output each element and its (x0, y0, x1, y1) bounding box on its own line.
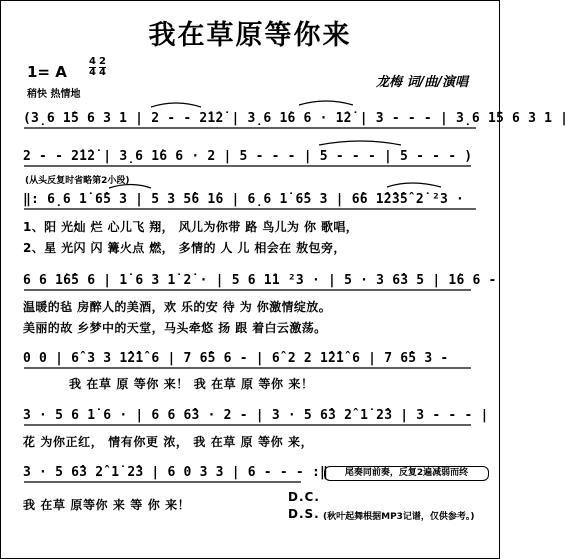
lyric-verse-1b: 温暖的毡 房醉人的美酒，欢 乐的安 待 为 你激情绽放。 (23, 300, 332, 314)
lyric-chorus-3: 我 在草 原等你 来 等 你 来！ (23, 498, 191, 512)
tempo-marking: 稍快 热情地 (27, 89, 81, 100)
slur-4 (387, 183, 441, 187)
lyric-verse-1a: 1、阳 光灿 烂 心儿飞 翔， 风儿为你带 路 鸟儿为 你 歌唱， (23, 220, 359, 234)
slur-1 (151, 103, 201, 107)
da-capo-mark: D.C. (288, 490, 320, 504)
meter-b-den: 4 (99, 67, 106, 78)
repeat-instruction: (从头反复时省略第2小段) (25, 176, 130, 186)
notation-row-4: 6 6 1̇6̂5 6 | 1̇ 6 3 1̇ 2̇ · | 5 6 1̇1 ²3 · | 5 · 3 6̂3 5 | 1̇6 6 - (23, 273, 497, 288)
dal-segno-mark: D.S. (288, 507, 320, 521)
lyric-chorus-1: 我 在草 原 等你 来！ 我 在草 原 等你 来！ (69, 377, 314, 391)
meter-a-num: 4 (89, 56, 96, 67)
credit-line: 龙梅 词/曲/演唱 (376, 75, 469, 90)
ending-note-box: 尾奏同前奏，反复2遍减弱而终 (324, 466, 489, 481)
lyric-verse-2b: 美丽的故 乡梦中的天堂，马头牵悠 扬 跟 着白云激荡。 (23, 321, 327, 335)
slur-2 (299, 101, 353, 105)
notation-row-5: 0 0 | 6̂ 3 3 1̂2̂1̂ 6 | 7 6̂5 6 - | 6̂ 2 2 1̂2̂1̂ 6 | 7 6̂5 3 - (23, 351, 449, 366)
slur-3 (109, 185, 151, 189)
lyric-verse-2a: 2、星 光闪 闪 篝火点 燃， 多情的 人 儿 相会在 敖包旁， (23, 241, 346, 255)
notation-row-7: 3 · 5 6̂3 2̂ 1̇ 2̂3 | 6 0 3 3 | 6 - - - :‖ (23, 465, 329, 480)
tie-1 (319, 141, 401, 145)
meter-b-num: 2 (99, 56, 106, 67)
notation-row-3: ‖: 6̣6 1̇ 6̂5 3 | 5 3 5̂6 1̇6 | 6̣6 1̇ 6̂5 3 | 6̂6 1̂2̂3̂5̂ 2̇ ²3 · (23, 192, 465, 207)
transcription-note: (秋叶起舞根据MP3记谱，仅供参考。) (323, 512, 475, 522)
notation-row-1: (3̣6 1̇5 6 3 1 | 2 - - 2̇1̇2̇ | 3̣6 1̇6 6 · 1̇2̇ | 3 - - - | 3̣6 1̇5 6 3 1 | (23, 111, 568, 126)
notation-decorations (1, 1, 499, 558)
song-title: 我在草原等你来 (148, 20, 352, 51)
meter-a-den: 4 (89, 67, 96, 78)
notation-row-6: 3 · 5 6 1̇ 6 · | 6 6 6̂3 · 2 - | 3 · 5 6̂3 2̂ 1̇ 2̂3 | 3 - - - | (23, 408, 489, 423)
key-signature: 1= A (27, 63, 67, 81)
lyric-chorus-2: 花 为你正红， 情有你更 浓， 我 在草 原 等你 来， (23, 435, 314, 449)
notation-row-2: 2 - - 2̇1̇2̇ | 3̣6 1̇6 6 · 2 | 5 - - - | 5 - - - | 5 - - - ) (23, 149, 473, 164)
